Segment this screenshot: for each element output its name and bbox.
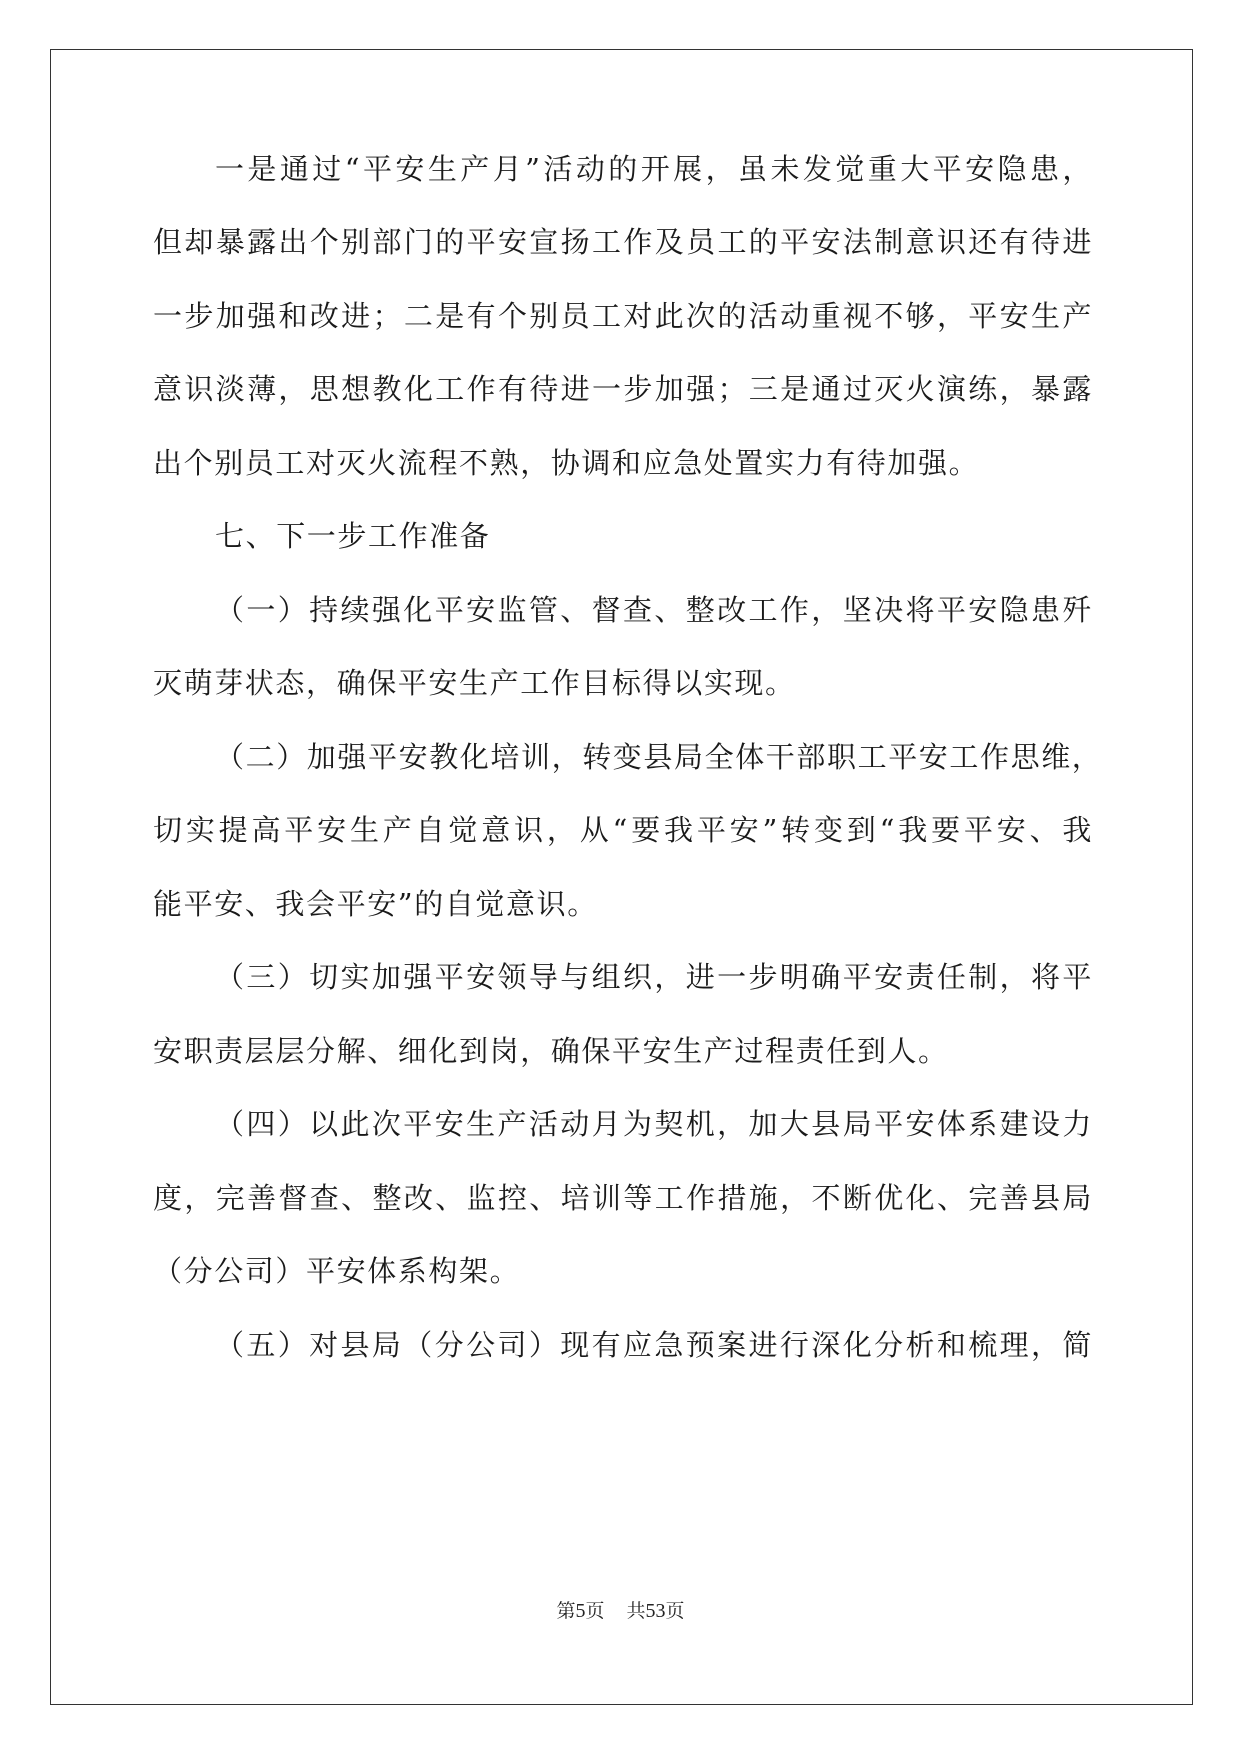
total-page-number: 53	[645, 1600, 666, 1622]
paragraph-line: 灭萌芽状态，确保平安生产工作目标得以实现。	[153, 666, 796, 700]
paragraph-line: 出个别员工对灭火流程不熟，协调和应急处置实力有待加强。	[153, 446, 980, 480]
paragraph-line: （五）对县局（分公司）现有应急预案进行深化分析和梳理，简	[215, 1328, 1093, 1362]
paragraph-line: 但却暴露出个别部门的平安宣扬工作及员工的平安法制意识还有待进	[153, 225, 1093, 259]
paragraph-line: （一）持续强化平安监管、督查、整改工作，坚决将平安隐患歼	[215, 593, 1093, 627]
footer-prefix: 第	[556, 1600, 576, 1622]
paragraph-line: 能平安、我会平安”的自觉意识。	[153, 887, 598, 921]
paragraph-line: （四）以此次平安生产活动月为契机，加大县局平安体系建设力	[215, 1107, 1093, 1141]
paragraph-line: （分公司）平安体系构架。	[153, 1254, 521, 1288]
paragraph-line: （三）切实加强平安领导与组织，进一步明确平安责任制，将平	[215, 960, 1093, 994]
footer-page-suffix: 页	[585, 1600, 605, 1622]
paragraph-line: 一步加强和改进；二是有个别员工对此次的活动重视不够，平安生产	[153, 299, 1093, 333]
current-page-number: 5	[575, 1600, 586, 1622]
footer-total-suffix: 页	[665, 1600, 685, 1622]
page-footer	[0, 1598, 1241, 1624]
paragraph-line: 意识淡薄，思想教化工作有待进一步加强；三是通过灭火演练，暴露	[153, 372, 1093, 406]
paragraph-line: 度，完善督查、整改、监控、培训等工作措施，不断优化、完善县局	[153, 1181, 1093, 1215]
paragraph-line: 安职责层层分解、细化到岗，确保平安生产过程责任到人。	[153, 1034, 949, 1068]
paragraph-line: （二）加强平安教化培训，转变县局全体干部职工平安工作思维，	[215, 740, 1103, 774]
footer-total-prefix: 共	[626, 1600, 646, 1622]
section-heading: 七、下一步工作准备	[215, 519, 491, 553]
paragraph-line: 一是通过“平安生产月”活动的开展，虽未发觉重大平安隐患，	[215, 152, 1093, 186]
paragraph-line: 切实提高平安生产自觉意识，从“要我平安”转变到“我要平安、我	[153, 813, 1093, 847]
